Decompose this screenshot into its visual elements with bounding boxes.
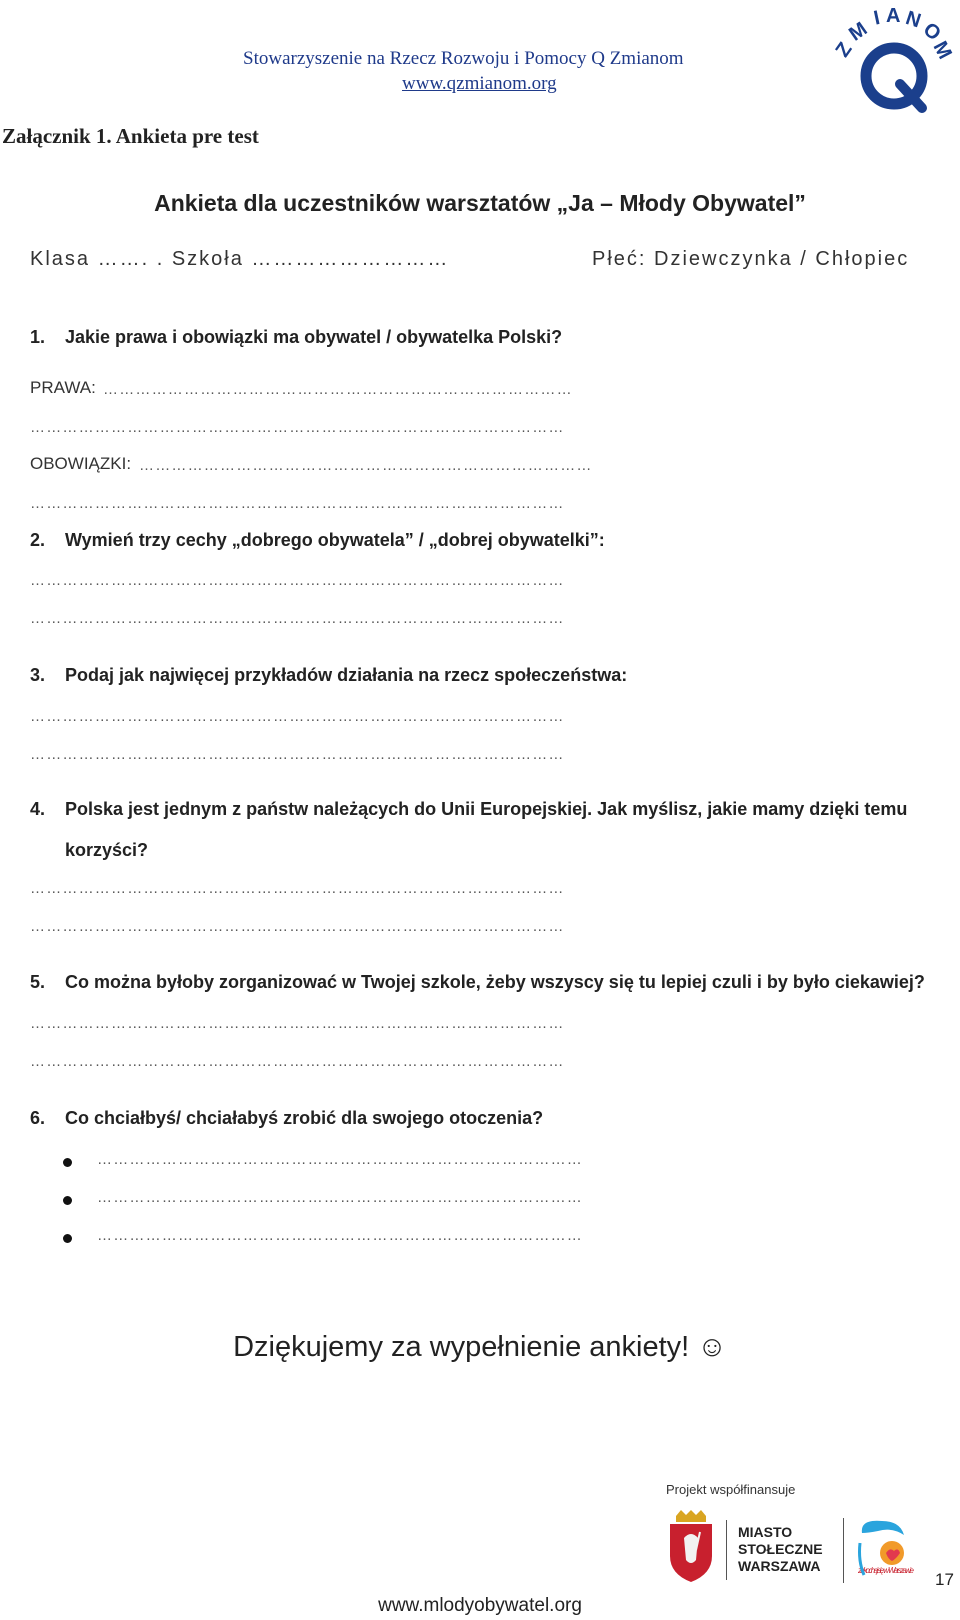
- answer-line: ………………………………………………………………………………: [97, 1189, 583, 1206]
- logo-letter-o: O: [918, 18, 945, 46]
- annex-title: Załącznik 1. Ankieta pre test: [2, 124, 259, 148]
- logo-letter-n: N: [902, 7, 924, 33]
- answer-line: ………………………………………………………………………………………: [30, 1015, 565, 1032]
- answer-line: ………………………………………………………………………………………: [30, 746, 565, 763]
- question-2: [30, 530, 605, 551]
- answer-line: ……………………………………………………………………………: [103, 381, 573, 398]
- org-url-link[interactable]: www.qzmianom.org: [402, 73, 557, 94]
- question-number: 5.: [30, 972, 46, 992]
- city-line: MIASTO: [738, 1524, 793, 1540]
- logo-letter-i: I: [871, 6, 882, 30]
- question-number: 1.: [30, 327, 46, 347]
- question-text: Polska jest jednym z państw należących do Unii Europejskiej. Jak myślisz, jakie mamy dzięki temu: [65, 799, 908, 819]
- thanks-message: Dziękujemy za wypełnienie ankiety! ☺: [233, 1331, 727, 1363]
- answer-line: ………………………………………………………………………………………: [30, 495, 565, 512]
- answer-line: ………………………………………………………………………………………: [30, 708, 565, 725]
- question-6: [30, 1108, 543, 1129]
- gender-field: Płeć: Dziewczynka / Chłopiec: [592, 248, 910, 270]
- question-1: [30, 327, 562, 348]
- warsaw-crest-icon: [666, 1510, 716, 1582]
- question-5: [30, 972, 925, 993]
- divider: [843, 1518, 844, 1583]
- zakochaj-sie-w-warszawie-logo: [852, 1515, 918, 1585]
- page-number: 17: [935, 1570, 954, 1589]
- bullet-icon: [63, 1158, 72, 1167]
- question-text: Co można byłoby zorganizować w Twojej szkole, żeby wszyscy się tu lepiej czuli i by było ciekawiej?: [65, 972, 925, 992]
- class-school-field: Klasa ……. . Szkoła ………………………: [30, 248, 450, 270]
- city-line: STOŁECZNE: [738, 1541, 823, 1557]
- question-text: Jakie prawa i obowiązki ma obywatel / obywatelka Polski?: [65, 327, 563, 347]
- logo-letter-z: Z: [831, 38, 857, 62]
- cofinance-label: Projekt współfinansuje: [666, 1482, 796, 1497]
- bullet-icon: [63, 1196, 72, 1205]
- divider: [726, 1520, 727, 1580]
- logo-letter-a: A: [886, 5, 901, 27]
- answer-line: ………………………………………………………………………………………: [30, 572, 565, 589]
- answer-line: ………………………………………………………………………………………: [30, 419, 565, 436]
- answer-line: ………………………………………………………………………………: [97, 1227, 583, 1244]
- question-4-continuation: korzyści?: [65, 840, 149, 860]
- label-prawa: PRAWA:: [30, 378, 96, 397]
- city-name: [738, 1524, 823, 1575]
- question-4: [30, 799, 907, 820]
- question-number: 4.: [30, 799, 46, 819]
- question-number: 6.: [30, 1108, 46, 1128]
- city-line: WARSZAWA: [738, 1558, 821, 1574]
- qzmianom-logo: [830, 4, 958, 114]
- question-number: 3.: [30, 665, 46, 685]
- answer-line: ………………………………………………………………………………: [97, 1151, 583, 1168]
- answer-line: ………………………………………………………………………………………: [30, 918, 565, 935]
- question-text: Podaj jak najwięcej przykładów działania na rzecz społeczeństwa:: [65, 665, 628, 685]
- survey-title: Ankieta dla uczestników warsztatów „Ja – Młody Obywatel”: [154, 190, 806, 216]
- logo2-caption: zakochaj się w Warszawie: [858, 1566, 914, 1575]
- logo-letter-m: M: [845, 18, 872, 46]
- answer-line: ………………………………………………………………………………………: [30, 880, 565, 897]
- answer-line: ………………………………………………………………………………………: [30, 1053, 565, 1070]
- footer-url-link[interactable]: www.mlodyobywatel.org: [378, 1595, 582, 1616]
- logo-letter-m2: M: [928, 37, 956, 63]
- question-3: [30, 665, 627, 686]
- label-obowiazki: OBOWIĄZKI:: [30, 454, 132, 473]
- answer-line: …………………………………………………………………………: [139, 457, 593, 474]
- question-number: 2.: [30, 530, 46, 550]
- answer-line: ………………………………………………………………………………………: [30, 610, 565, 627]
- question-text: Co chciałbyś/ chciałabyś zrobić dla swojego otoczenia?: [65, 1108, 544, 1128]
- bullet-icon: [63, 1234, 72, 1243]
- question-text: Wymień trzy cechy „dobrego obywatela” / „dobrej obywatelki”:: [65, 530, 605, 550]
- org-name: Stowarzyszenie na Rzecz Rozwoju i Pomocy Q Zmianom: [243, 48, 684, 69]
